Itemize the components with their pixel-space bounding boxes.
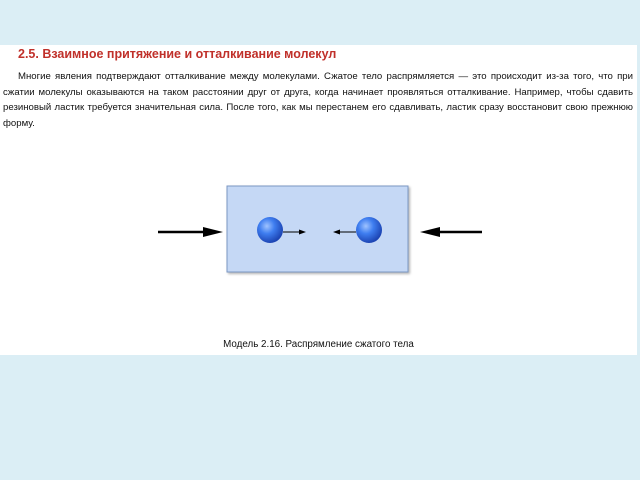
figure-caption: Модель 2.16. Распрямление сжатого тела bbox=[223, 339, 414, 350]
molecule-left bbox=[257, 217, 283, 243]
compressed-body-figure bbox=[0, 45, 637, 355]
right-force-arrow bbox=[420, 227, 482, 237]
paragraph-text: Многие явления подтверждают отталкивание между молекулами. Сжатое тело распрямляется — это происходит из-за того, что при сжатии молекулы оказываются на таком расстоянии друг от друга, когда начинает проявляться отталкивание. Например, чтобы сдавить резиновый ластик требуется значительная сила. После того, как мы перестанем его сдавливать, ластик сразу восстановит свою прежнюю форму. bbox=[3, 71, 633, 129]
left-force-arrow bbox=[158, 227, 223, 237]
section-title: 2.5. Взаимное притяжение и отталкивание молекул bbox=[18, 47, 337, 61]
molecule-right bbox=[356, 217, 382, 243]
document-page bbox=[0, 45, 637, 355]
